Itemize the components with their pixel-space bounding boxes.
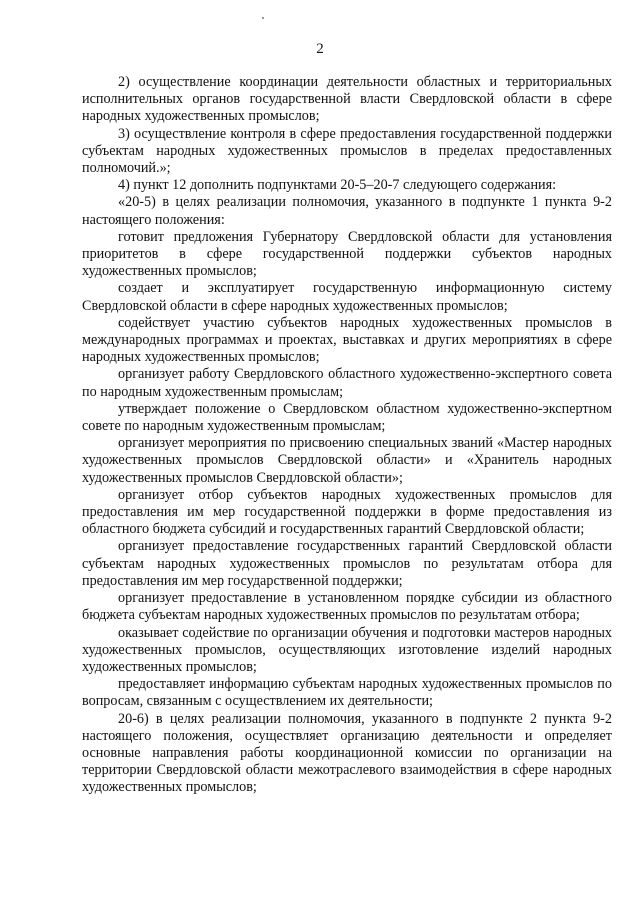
paragraph-expert-council-regulation: утверждает положение о Свердловском областном художественно-экспертном совете по народным художественным промыслам; [82, 400, 612, 435]
paragraph-subsidies: организует предоставление в установленном порядке субсидии из областного бюджета субъектам народных художественных промыслов по результатам отбора; [82, 590, 612, 624]
paragraph-international-participation: содействует участию субъектов народных художественных промыслов в международных программах и проектах, выставках и других мероприятиях в сфере народных художественных промыслов; [82, 314, 612, 366]
paragraph-information-provision: предоставляет информацию субъектам народных художественных промыслов по вопросам, связанным с осуществлением их деятельности; [82, 676, 612, 710]
paragraph-item-4: 4) пункт 12 дополнить подпунктами 20-5–20-7 следующего содержания: [118, 177, 557, 194]
paragraph-information-system: создает и эксплуатирует государственную информационную систему Свердловской области в сфере народных художественных промыслов; [82, 280, 612, 314]
paragraph-prepares-proposals: готовит предложения Губернатору Свердловской области для установления приоритетов в сфере государственной поддержки субъектов народных художественных промыслов; [82, 228, 612, 280]
paragraph-subject-selection: организует отбор субъектов народных художественных промыслов для предоставления им мер государственной поддержки в форме предоставления из областного бюджета субсидий и государственных гарантий Свердловской области; [82, 486, 612, 538]
paragraph-item-3: 3) осуществление контроля в сфере предоставления государственной поддержки субъектам народных художественных промыслов в пределах предоставленных полномочий.»; [82, 125, 612, 177]
paragraph-expert-council-work: организует работу Свердловского областного художественно-экспертного совета по народным художественным промыслам; [82, 366, 612, 400]
paragraph-state-guarantees: организует предоставление государственных гарантий Свердловской области субъектам народных художественных промыслов по результатам отбора для предоставления им мер государственной поддержки; [82, 538, 612, 589]
paragraph-item-2: 2) осуществление координации деятельности областных и территориальных исполнительных органов государственной власти Свердловской области в сфере народных художественных промыслов; [82, 74, 612, 125]
paragraph-special-titles: организует мероприятия по присвоению специальных званий «Мастер народных художественных промыслов Свердловской области» и «Хранитель народных художественных промыслов Свердловской области»; [82, 435, 612, 486]
paragraph-20-6: 20-6) в целях реализации полномочия, указанного в подпункте 2 пункта 9-2 настоящего положения, осуществляет организацию деятельности и определяет основные направления работы координационной комиссии по организации на территории Свердловской области межотраслевого взаимодействия в сфере народных художественных промыслов; [82, 710, 612, 796]
page-number: 2 [316, 41, 324, 57]
document-body [82, 74, 612, 797]
paragraph-20-5-intro: «20-5) в целях реализации полномочия, указанного в подпункте 1 пункта 9-2 настоящего положения: [82, 194, 612, 228]
paragraph-training-masters: оказывает содействие по организации обучения и подготовки мастеров народных художественных промыслов, осуществляющих изготовление изделий народных художественных промыслов; [82, 624, 612, 675]
scan-speck [262, 17, 264, 19]
